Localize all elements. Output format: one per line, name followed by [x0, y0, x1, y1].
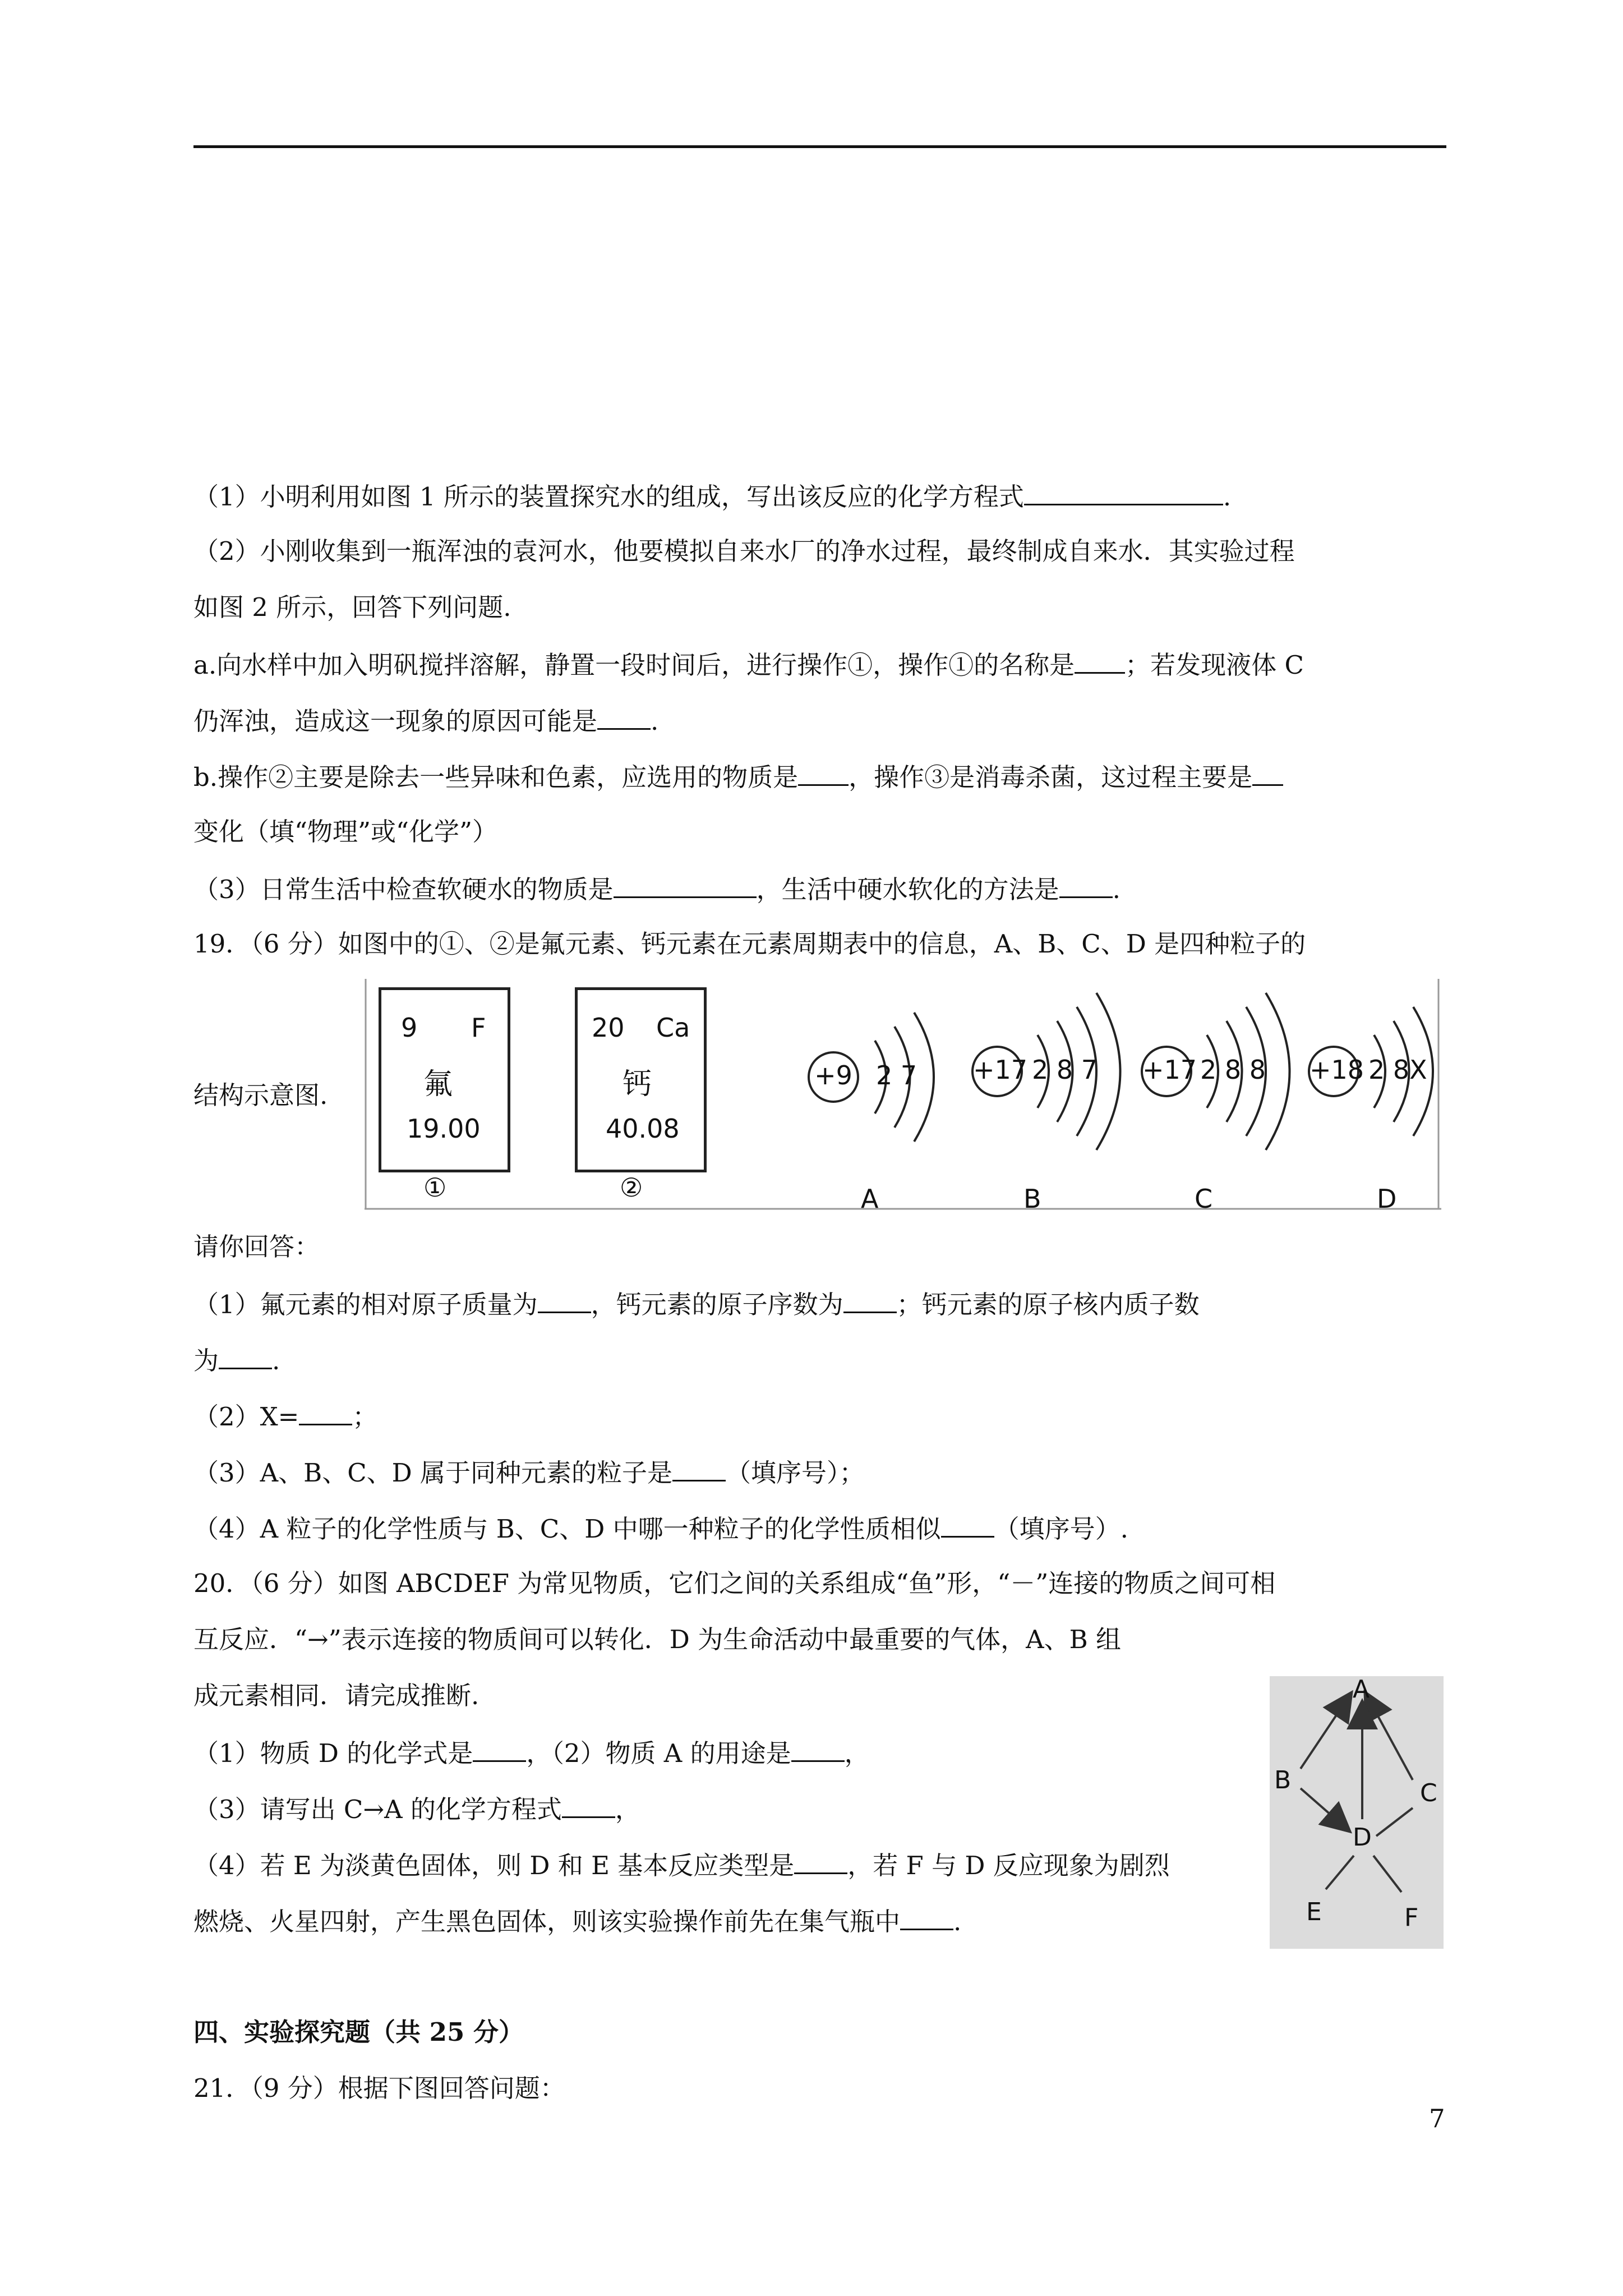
q19-part1-line2: 为 . [193, 1342, 280, 1378]
section-title: 四、实验探究题（共 25 分） [193, 2017, 524, 2047]
nucleus-charge: +18 [1310, 1055, 1364, 1085]
node-d: D [1353, 1823, 1372, 1852]
electron-shells: 2 8X [1368, 1055, 1427, 1085]
q18-part2-line1: （2）小刚收集到一瓶浑浊的袁河水，他要模拟自来水厂的净水过程，最终制成自来水．其实验过程 [193, 536, 1295, 566]
tile-label: ① [423, 1172, 447, 1203]
tile-label: ② [620, 1172, 643, 1203]
particle-label: D [1377, 1184, 1397, 1214]
q20-part4-line2: 燃烧、火星四射，产生黑色固体，则该实验操作前先在集气瓶中 . [193, 1903, 961, 1939]
answer-blank[interactable] [791, 1735, 845, 1762]
answer-blank[interactable] [299, 1398, 352, 1425]
page-number: 7 [1429, 2104, 1445, 2133]
q19-part4: （4）A 粒子的化学性质与 B、C、D 中哪一种粒子的化学性质相似 （填序号）. [193, 1511, 1128, 1546]
q19-part1-line1: （1）氟元素的相对原子质量为 ，钙元素的原子序数为 ；钙元素的原子核内质子数 [193, 1286, 1200, 1322]
answer-blank[interactable] [538, 1286, 591, 1313]
atomic-number: 9 [401, 1013, 418, 1043]
answer-blank[interactable] [941, 1511, 994, 1538]
particle-label: C [1195, 1184, 1213, 1214]
fish-diagram [1270, 1676, 1444, 1949]
node-c: C [1420, 1779, 1437, 1807]
atomic-mass: 40.08 [606, 1114, 680, 1144]
answer-blank[interactable] [562, 1791, 615, 1818]
answer-blank[interactable] [219, 1342, 272, 1369]
node-f: F [1404, 1903, 1419, 1932]
electron-shells: 2 8 8 [1200, 1055, 1266, 1085]
q19-intro-line2: 结构示意图. [193, 1080, 328, 1110]
nucleus-charge: +17 [973, 1055, 1028, 1085]
q19-part3: （3）A、B、C、D 属于同种元素的粒子是 （填序号）； [193, 1455, 865, 1490]
answer-blank[interactable] [1075, 647, 1125, 674]
atomic-mass: 19.00 [407, 1114, 481, 1144]
q18-part1: （1）小明利用如图 1 所示的装置探究水的组成，写出该反应的化学方程式 . [193, 478, 1231, 514]
q21-intro: 21．（9 分）根据下图回答问题： [193, 2073, 565, 2103]
answer-blank[interactable] [1059, 871, 1113, 898]
answer-blank[interactable] [672, 1455, 726, 1481]
answer-blank[interactable] [900, 1903, 953, 1930]
answer-blank[interactable] [843, 1286, 897, 1313]
atomic-number: 20 [592, 1013, 625, 1043]
node-b: B [1274, 1766, 1292, 1795]
answer-blank[interactable] [798, 759, 849, 786]
q18-part-b-line1: b.操作②主要是除去一些异味和色素，应选用的物质是 ，操作③是消毒杀菌，这过程主要是 [193, 759, 1283, 794]
q19-figure [365, 979, 1441, 1214]
q19-ask: 请你回答： [193, 1232, 320, 1262]
electron-shells: 2 7 [876, 1060, 917, 1091]
q18-part2-line2: 如图 2 所示，回答下列问题. [193, 592, 511, 622]
node-a: A [1353, 1675, 1370, 1704]
particle-label: B [1023, 1184, 1041, 1214]
nucleus-charge: +17 [1142, 1055, 1197, 1085]
answer-blank[interactable] [597, 703, 651, 730]
answer-blank[interactable] [473, 1735, 526, 1762]
q18-part-a-line2: 仍浑浊，造成这一现象的原因可能是 . [193, 703, 658, 738]
q19-part2: （2）X= ； [193, 1398, 377, 1434]
electron-shells: 2 8 7 [1032, 1055, 1098, 1085]
particle-label: A [861, 1184, 879, 1214]
q18-part-b-line2: 变化（填“物理”或“化学”） [193, 817, 498, 846]
element-symbol: F [471, 1013, 486, 1043]
element-name: 氟 [423, 1068, 453, 1101]
q18-part3: （3）日常生活中检查软硬水的物质是 ，生活中硬水软化的方法是 . [193, 871, 1121, 907]
header-rule [193, 145, 1446, 148]
nucleus-charge: +9 [814, 1060, 852, 1091]
element-name: 钙 [623, 1068, 652, 1101]
q20-part1: （1）物质 D 的化学式是 ，（2）物质 A 的用途是 ， [193, 1735, 870, 1770]
q20-part4-line1: （4）若 E 为淡黄色固体，则 D 和 E 基本反应类型是 ，若 F 与 D 反应现象为剧烈 [193, 1847, 1170, 1883]
q20-intro-line2: 互反应．“→”表示连接的物质间可以转化．D 为生命活动中最重要的气体，A、B 组 [193, 1625, 1121, 1654]
q19-intro: 19．（6 分）如图中的①、②是氟元素、钙元素在元素周期表中的信息，A、B、C、D 是四种粒子的 [193, 929, 1306, 959]
q18-part-a-line1: a.向水样中加入明矾搅拌溶解，静置一段时间后，进行操作①，操作①的名称是 ；若发现液体 C [193, 647, 1304, 682]
q20-part3: （3）请写出 C→A 的化学方程式 ， [193, 1791, 640, 1826]
answer-blank[interactable] [1024, 478, 1223, 505]
node-e: E [1306, 1898, 1322, 1926]
answer-blank[interactable] [1252, 759, 1283, 786]
answer-blank[interactable] [614, 871, 757, 898]
element-symbol: Ca [656, 1013, 690, 1043]
q20-intro-line3: 成元素相同．请完成推断. [193, 1681, 479, 1710]
answer-blank[interactable] [794, 1847, 847, 1874]
q20-intro-line1: 20．（6 分）如图 ABCDEF 为常见物质，它们之间的关系组成“鱼”形，“－”连接的物质之间可相 [193, 1568, 1276, 1598]
